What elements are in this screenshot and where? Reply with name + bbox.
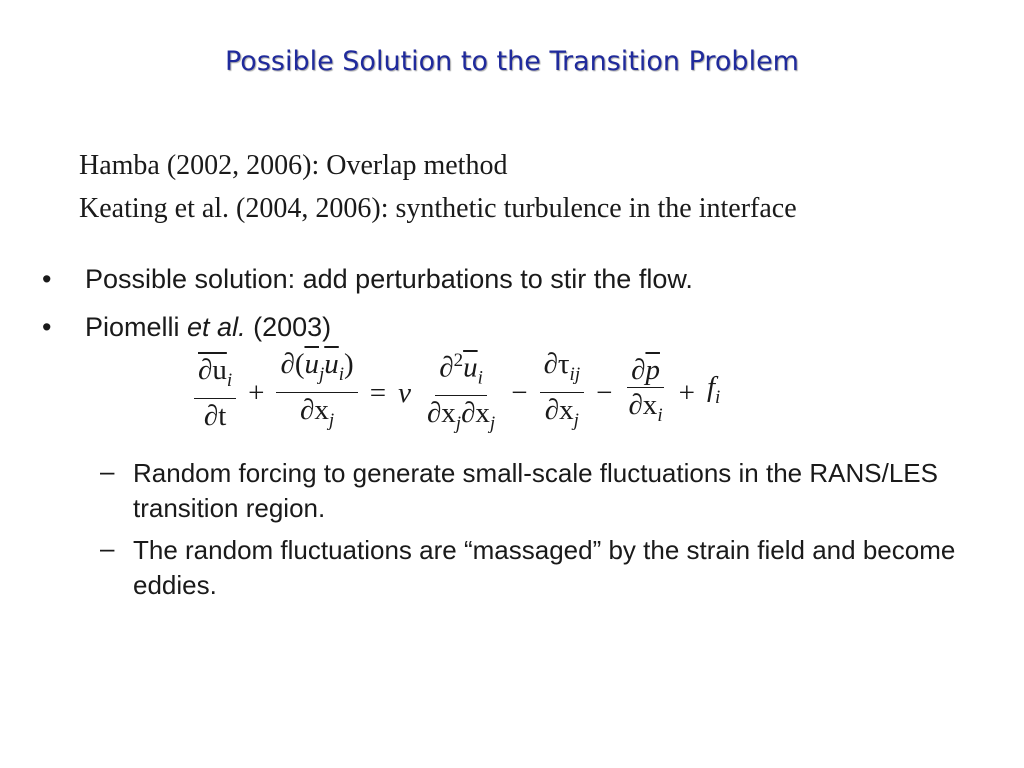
forced-momentum-equation [188, 344, 726, 441]
bullet-mark: • [42, 264, 52, 294]
bullet-mark: • [42, 312, 52, 342]
bullet-text-plain: Piomelli [85, 312, 188, 342]
diffusion-term: $\frac{\partial^2\overline{u}_i}{\partial x_j\partial x_j}$ [423, 344, 499, 441]
forcing-term: $f_i$ [706, 371, 721, 409]
sub-bullet-text: Random forcing to generate small-scale fluctuations in the RANS/LES transition region. [133, 458, 938, 523]
plus-operator: + [678, 376, 695, 409]
minus-operator: − [511, 376, 528, 409]
plus-operator: + [248, 376, 265, 409]
bullet-text [85, 312, 331, 343]
reference-keating: Keating et al. (2004, 2006): synthetic turbulence in the interface [79, 193, 797, 224]
equals-sign: = [369, 376, 387, 409]
sub-bullet-text: The random fluctuations are “massaged” by the strain field and become eddies. [133, 535, 956, 600]
bullet-text-year: (2003) [245, 312, 332, 342]
references-block [79, 144, 797, 230]
sub-bullet-dash: – [100, 533, 115, 563]
reference-hamba: Hamba (2002, 2006): Overlap method [79, 150, 508, 181]
sgs-stress-term: $\frac{\partial\tau_{ij}}{\partial x_j}$ [540, 347, 585, 438]
minus-operator: − [596, 376, 613, 409]
sub-bullet-dash: – [100, 456, 115, 486]
bullet-text-italic: et al. [187, 312, 246, 342]
bullet-text: Possible solution: add perturbations to stir the flow. [85, 264, 693, 294]
convection-term: $\frac{\partial(\overline{u}_j\overline{u}_i)}{\partial x_j}$ [276, 347, 357, 438]
time-derivative-term: $\frac{\partial u_i}{\partial t}$ [194, 353, 236, 433]
pressure-gradient-term: $\frac{\partial\overline{p}}{\partial x_i}$ [628, 353, 663, 426]
slide-title: Possible Solution to the Transition Problem [224, 46, 799, 77]
viscosity-symbol: ν [398, 376, 411, 409]
